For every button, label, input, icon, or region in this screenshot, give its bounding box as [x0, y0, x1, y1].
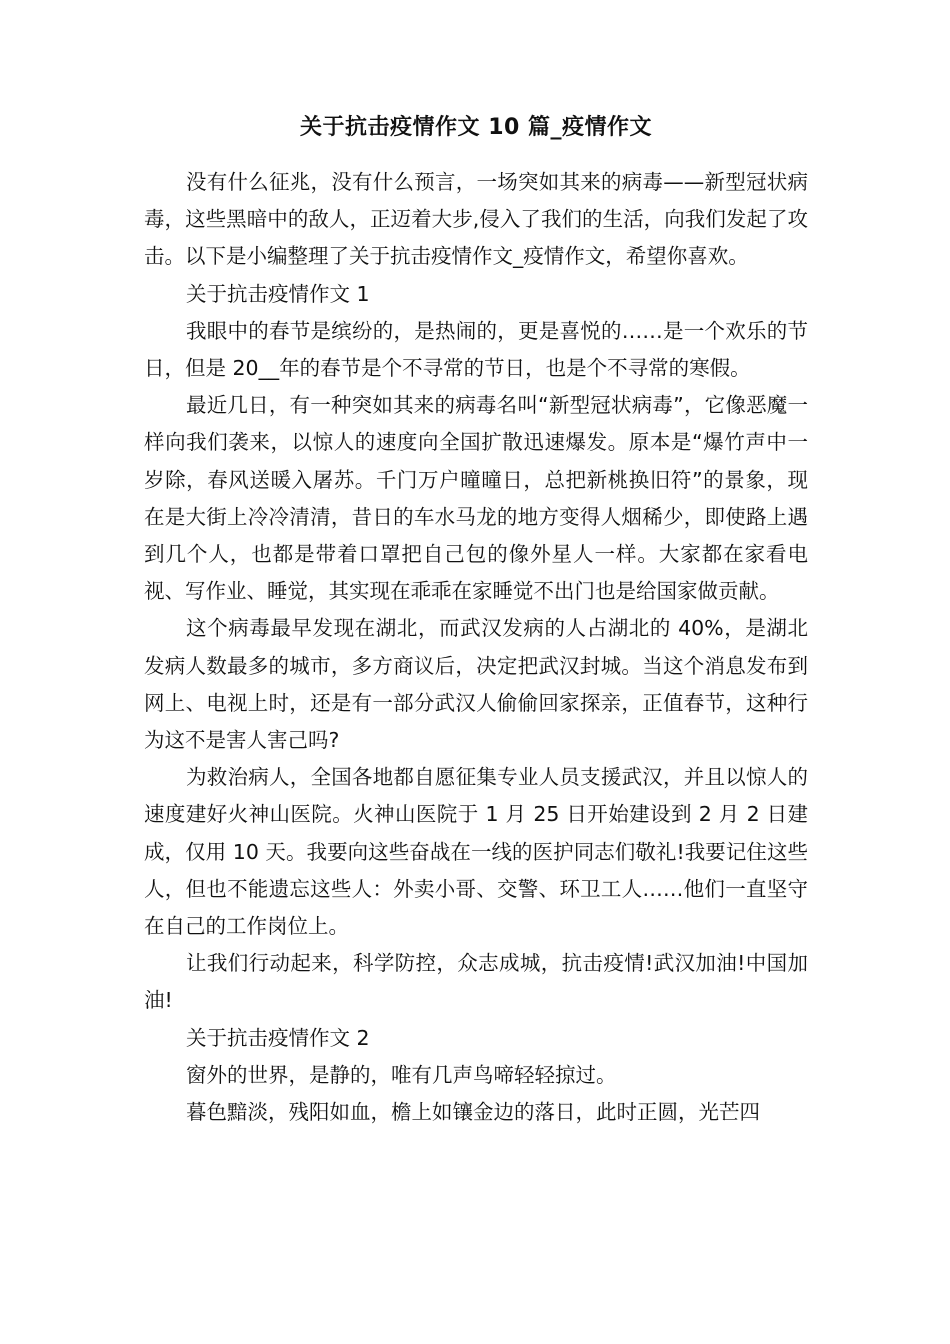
document-page: [144, 108, 808, 1131]
essay-2-paragraph-1: 窗外的世界，是静的，唯有几声鸟啼轻轻掠过。: [186, 1062, 617, 1087]
essay-2-paragraph-2: 暮色黯淡，残阳如血，檐上如镶金边的落日，此时正圆，光芒四: [186, 1100, 760, 1125]
document-title: 关于抗击疫情作文 10 篇_疫情作文: [300, 115, 652, 140]
intro-paragraph: 没有什么征兆，没有什么预言，一场突如其来的病毒——新型冠状病毒，这些黑暗中的敌人，正迈着大步,侵入了我们的生活，向我们发起了攻击。以下是小编整理了关于抗击疫情作文_疫情作文，希望你喜欢。: [144, 170, 808, 269]
essay-1-paragraph-5: 让我们行动起来，科学防控，众志成城，抗击疫情!武汉加油!中国加油!: [144, 951, 808, 1013]
essay-1-paragraph-3: 这个病毒最早发现在湖北，而武汉发病的人占湖北的 40%，是湖北发病人数最多的城市，多方商议后，决定把武汉封城。当这个消息发布到网上、电视上时，还是有一部分武汉人偷偷回家探亲，正值春节，这种行为这不是害人害己吗?: [144, 616, 808, 753]
essay-1-paragraph-1: 我眼中的春节是缤纷的，是热闹的，更是喜悦的……是一个欢乐的节日，但是 20__年的春节是个不寻常的节日，也是个不寻常的寒假。: [144, 318, 808, 381]
essay-1-paragraph-2: 最近几日，有一种突如其来的病毒名叫“新型冠状病毒”，它像恶魔一样向我们袭来，以惊人的速度向全国扩散迅速爆发。原本是“爆竹声中一岁除，春风送暖入屠苏。千门万户曈曈日，总把新桃换旧符”的景象，现在是大街上冷冷清清，昔日的车水马龙的地方变得人烟稀少，即使路上遇到几个人，也都是带着口罩把自己包的像外星人一样。大家都在家看电视、写作业、睡觉，其实现在乖乖在家睡觉不出门也是给国家做贡献。: [144, 393, 808, 604]
essay-1-heading: 关于抗击疫情作文 1: [186, 281, 370, 306]
essay-2-heading: 关于抗击疫情作文 2: [186, 1025, 370, 1050]
essay-1-paragraph-4: 为救治病人，全国各地都自愿征集专业人员支援武汉，并且以惊人的速度建好火神山医院。火神山医院于 1 月 25 日开始建设到 2 月 2 日建成，仅用 10 天。我要向这些奋战在一线的医护同志们敬礼!我要记住这些人，但也不能遗忘这些人：外卖小哥、交警、环卫工人……他们一直坚守在自己的工作岗位上。: [144, 765, 808, 939]
